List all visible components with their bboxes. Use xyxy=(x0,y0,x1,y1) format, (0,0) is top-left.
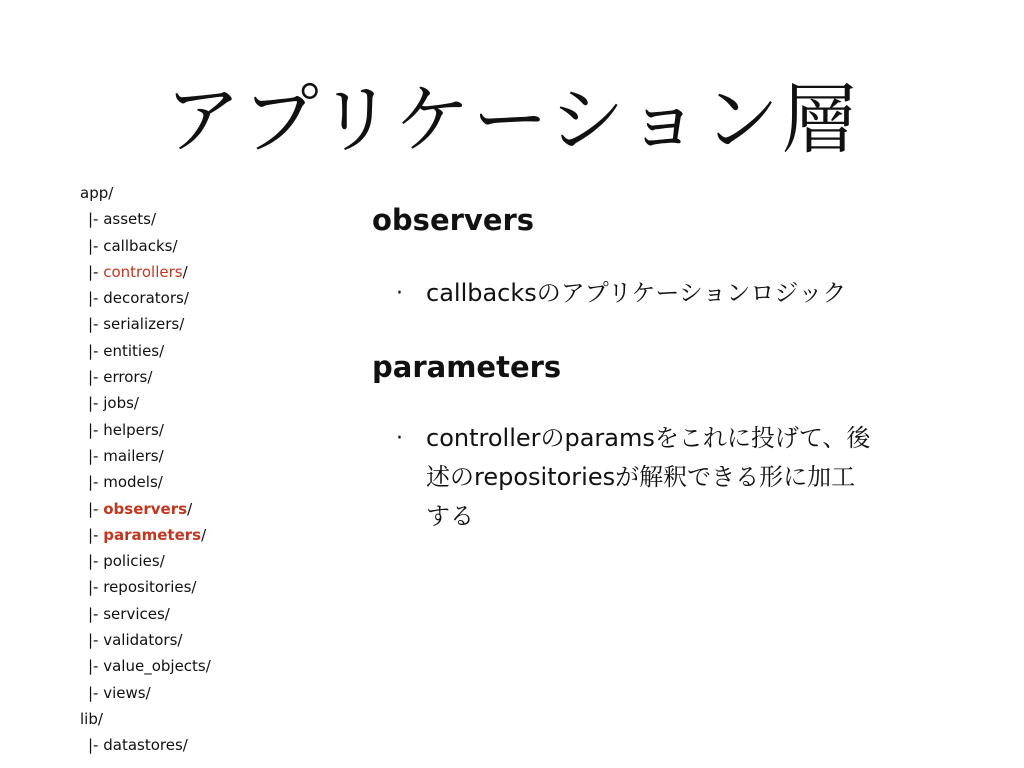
main-content xyxy=(372,200,962,536)
tree-item-name: repositories xyxy=(103,578,192,597)
tree-item-slash: / xyxy=(187,499,193,518)
tree-item-controllers xyxy=(80,259,320,285)
tree-item-views xyxy=(80,680,320,706)
tree-item-slash: / xyxy=(183,289,189,308)
tree-item-jobs xyxy=(80,390,320,416)
tree-item-datastores xyxy=(80,732,320,758)
tree-prefix: |- xyxy=(88,289,104,308)
heading-observers: observers xyxy=(372,203,535,237)
tree-prefix: |- xyxy=(88,525,104,544)
tree-prefix: |- xyxy=(88,446,104,465)
tree-item-name: decorators xyxy=(103,289,184,308)
tree-item-name: entities xyxy=(103,341,160,360)
tree-item-name: value_objects xyxy=(103,657,206,676)
tree-item-value-objects xyxy=(80,653,320,679)
tree-prefix: |- xyxy=(88,683,104,702)
tree-item-name: mailers xyxy=(103,446,159,465)
tree-item-errors xyxy=(80,364,320,390)
tree-prefix: |- xyxy=(88,736,104,755)
tree-item-name-highlight: parameters xyxy=(103,525,202,544)
tree-item-decorators xyxy=(80,285,320,311)
slide-title: アプリケーション層 xyxy=(164,75,860,164)
tree-item-name-highlight: controllers xyxy=(103,262,183,281)
tree-item-slash: / xyxy=(177,631,183,650)
tree-prefix: |- xyxy=(88,604,104,623)
tree-item-policies xyxy=(80,548,320,574)
tree-prefix: |- xyxy=(88,341,104,360)
tree-item-slash: / xyxy=(133,394,139,413)
bullet-text-line: 述のrepositoriesが解釈できる形に加工 xyxy=(426,463,856,491)
tree-item-name-highlight: observers xyxy=(103,499,188,518)
tree-item-models xyxy=(80,469,320,495)
tree-root-app: app/ xyxy=(80,184,114,202)
bullet-text: callbacksのアプリケーションロジック xyxy=(426,279,847,307)
tree-item-helpers xyxy=(80,417,320,443)
tree-item-slash: / xyxy=(201,525,207,544)
bullet-text-line: する xyxy=(426,502,474,530)
tree-item-slash: / xyxy=(158,446,164,465)
tree-prefix: |- xyxy=(88,420,104,439)
bullet-text-line: controllerのparamsをこれに投げて、後 xyxy=(426,424,871,452)
tree-prefix: |- xyxy=(88,578,104,597)
tree-item-name: models xyxy=(103,473,158,492)
tree-item-observers xyxy=(80,496,320,522)
tree-item-entities xyxy=(80,338,320,364)
bullet-dot: · xyxy=(396,426,403,451)
tree-item-validators xyxy=(80,627,320,653)
tree-item-name: jobs xyxy=(103,394,134,413)
bullet-observers xyxy=(372,274,962,313)
tree-item-name: errors xyxy=(103,368,148,387)
tree-prefix: |- xyxy=(88,262,104,281)
tree-item-slash: / xyxy=(157,473,163,492)
tree-item-slash: / xyxy=(182,262,188,281)
tree-item-repositories xyxy=(80,574,320,600)
tree-item-name: assets xyxy=(103,210,151,229)
tree-item-slash: / xyxy=(145,683,151,702)
tree-prefix: |- xyxy=(88,394,104,413)
tree-prefix: |- xyxy=(88,552,104,571)
tree-item-mailers xyxy=(80,443,320,469)
tree-item-slash: / xyxy=(159,341,165,360)
tree-item-name: serializers xyxy=(103,315,180,334)
tree-item-name: callbacks xyxy=(103,236,173,255)
tree-item-name: services xyxy=(103,604,165,623)
directory-tree xyxy=(80,180,320,759)
tree-prefix: |- xyxy=(88,657,104,676)
tree-prefix: |- xyxy=(88,368,104,387)
heading-parameters: parameters xyxy=(372,350,562,384)
tree-prefix: |- xyxy=(88,210,104,229)
tree-root-lib: lib/ xyxy=(80,709,103,728)
tree-item-slash: / xyxy=(182,736,188,755)
tree-item-callbacks xyxy=(80,233,320,259)
tree-item-parameters xyxy=(80,522,320,548)
tree-item-slash: / xyxy=(164,604,170,623)
tree-item-name: datastores xyxy=(103,736,183,755)
tree-item-slash: / xyxy=(159,552,165,571)
tree-item-slash: / xyxy=(172,236,178,255)
tree-item-name: views xyxy=(103,683,146,702)
tree-item-name: helpers xyxy=(103,420,159,439)
tree-item-name: policies xyxy=(103,552,160,571)
tree-prefix: |- xyxy=(88,315,104,334)
tree-item-serializers xyxy=(80,311,320,337)
tree-item-slash: / xyxy=(158,420,164,439)
tree-item-slash: / xyxy=(147,368,153,387)
tree-prefix: |- xyxy=(88,499,104,518)
tree-item-slash: / xyxy=(205,657,211,676)
tree-item-slash: / xyxy=(191,578,197,597)
bullet-dot: · xyxy=(396,281,403,306)
tree-prefix: |- xyxy=(88,473,104,492)
tree-item-services xyxy=(80,601,320,627)
bullet-parameters xyxy=(372,419,962,536)
tree-item-assets xyxy=(80,206,320,232)
tree-item-slash: / xyxy=(150,210,157,229)
tree-item-name: validators xyxy=(103,631,178,650)
tree-prefix: |- xyxy=(88,631,104,650)
tree-item-slash: / xyxy=(179,315,185,334)
tree-prefix: |- xyxy=(88,236,104,255)
